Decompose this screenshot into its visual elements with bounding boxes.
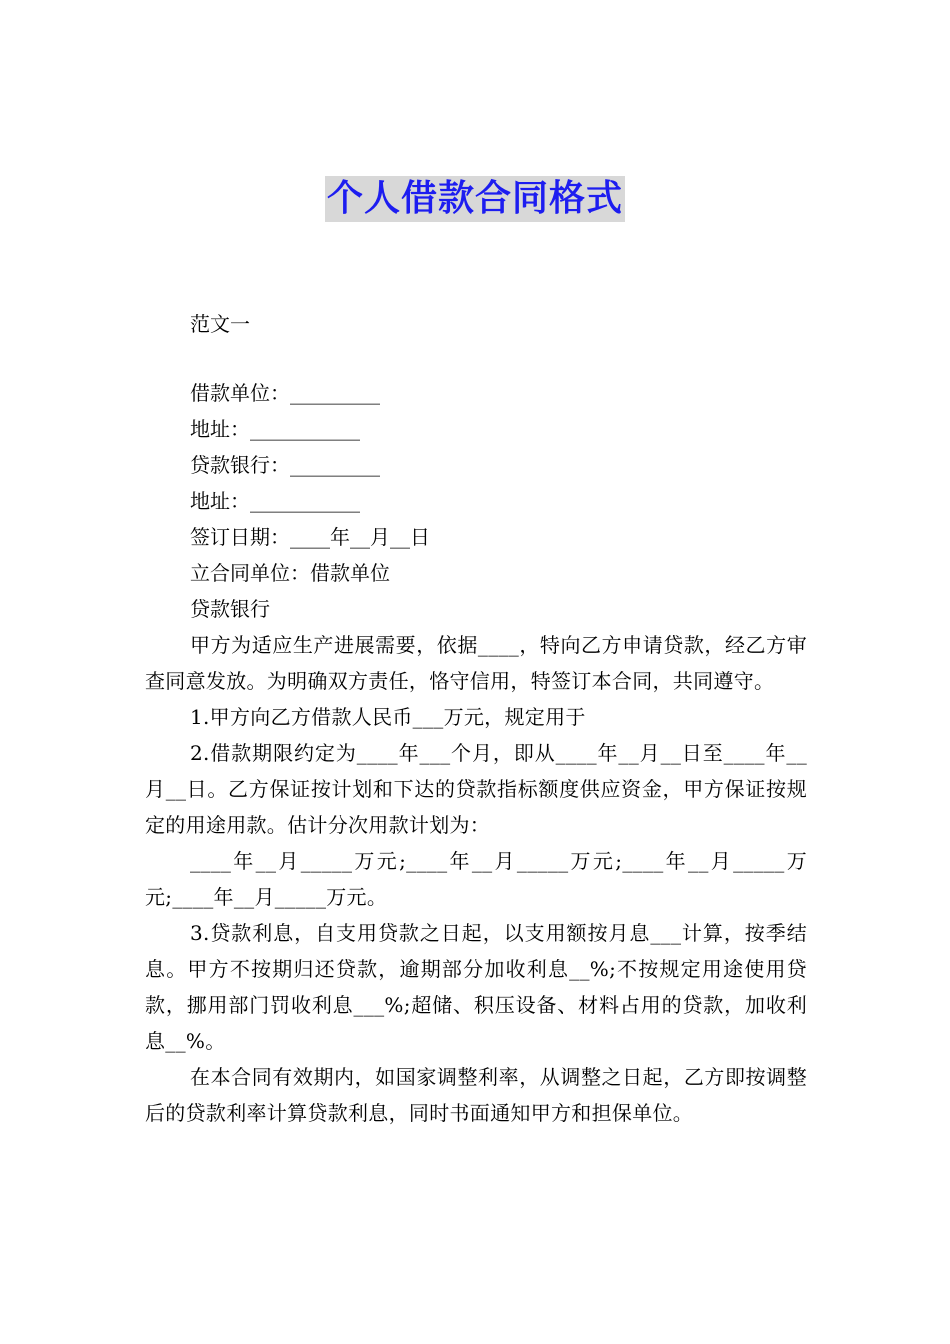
paragraph-rate-adjust-text: 在本合同有效期内，如国家调整利率，从调整之日起，乙方即按调整后的贷款利率计算贷款利息，同时书面通知甲方和担保单位。 — [145, 1065, 807, 1125]
field-sign-date: 签订日期：____年__月__日 — [190, 525, 430, 549]
field-borrower-address: 地址：___________ — [190, 417, 360, 441]
paragraph-preamble-text: 甲方为适应生产进展需要，依据____，特向乙方申请贷款，经乙方审查同意发放。为明确双方责任，恪守信用，特签订本合同，共同遵守。 — [145, 633, 807, 693]
section-label-block — [145, 306, 807, 342]
paragraph-clause-2-text: 2.借款期限约定为____年___个月，即从____年__月__日至____年__月__日。乙方保证按计划和下达的贷款指标额度供应资金，甲方保证按规定的用途用款。估计分次用款计划为： — [145, 741, 807, 837]
paragraph-clause-1 — [145, 699, 807, 735]
paragraph-clause-1-text: 1.甲方向乙方借款人民币___万元，规定用于 — [190, 705, 586, 729]
paragraph-preamble — [145, 627, 807, 699]
paragraph-clause-3 — [145, 915, 807, 1059]
field-lending-bank: 贷款银行：_________ — [190, 453, 380, 477]
title-container — [0, 176, 950, 222]
paragraph-plan-text: ____年__月_____万元;____年__月_____万元;____年__月_____万元;____年__月_____万元。 — [145, 849, 807, 909]
field-lending-bank-party: 贷款银行 — [190, 597, 270, 621]
field-borrower: 借款单位：_________ — [190, 381, 380, 405]
field-bank-address: 地址：___________ — [190, 489, 360, 513]
paragraph-clause-3-text: 3.贷款利息，自支用贷款之日起，以支用额按月息___计算，按季结息。甲方不按期归还贷款，逾期部分加收利息__%;不按规定用途使用贷款，挪用部门罚收利息___%;超储、积压设备、材料占用的贷款，加收利息__%。 — [145, 921, 807, 1053]
paragraph-rate-adjust — [145, 1059, 807, 1131]
field-contract-parties: 立合同单位：借款单位 — [190, 561, 390, 585]
document-title: 个人借款合同格式 — [325, 176, 625, 222]
section-label: 范文一 — [190, 312, 250, 336]
paragraph-plan — [145, 843, 807, 915]
header-fields — [145, 375, 807, 1131]
paragraph-clause-2 — [145, 735, 807, 843]
